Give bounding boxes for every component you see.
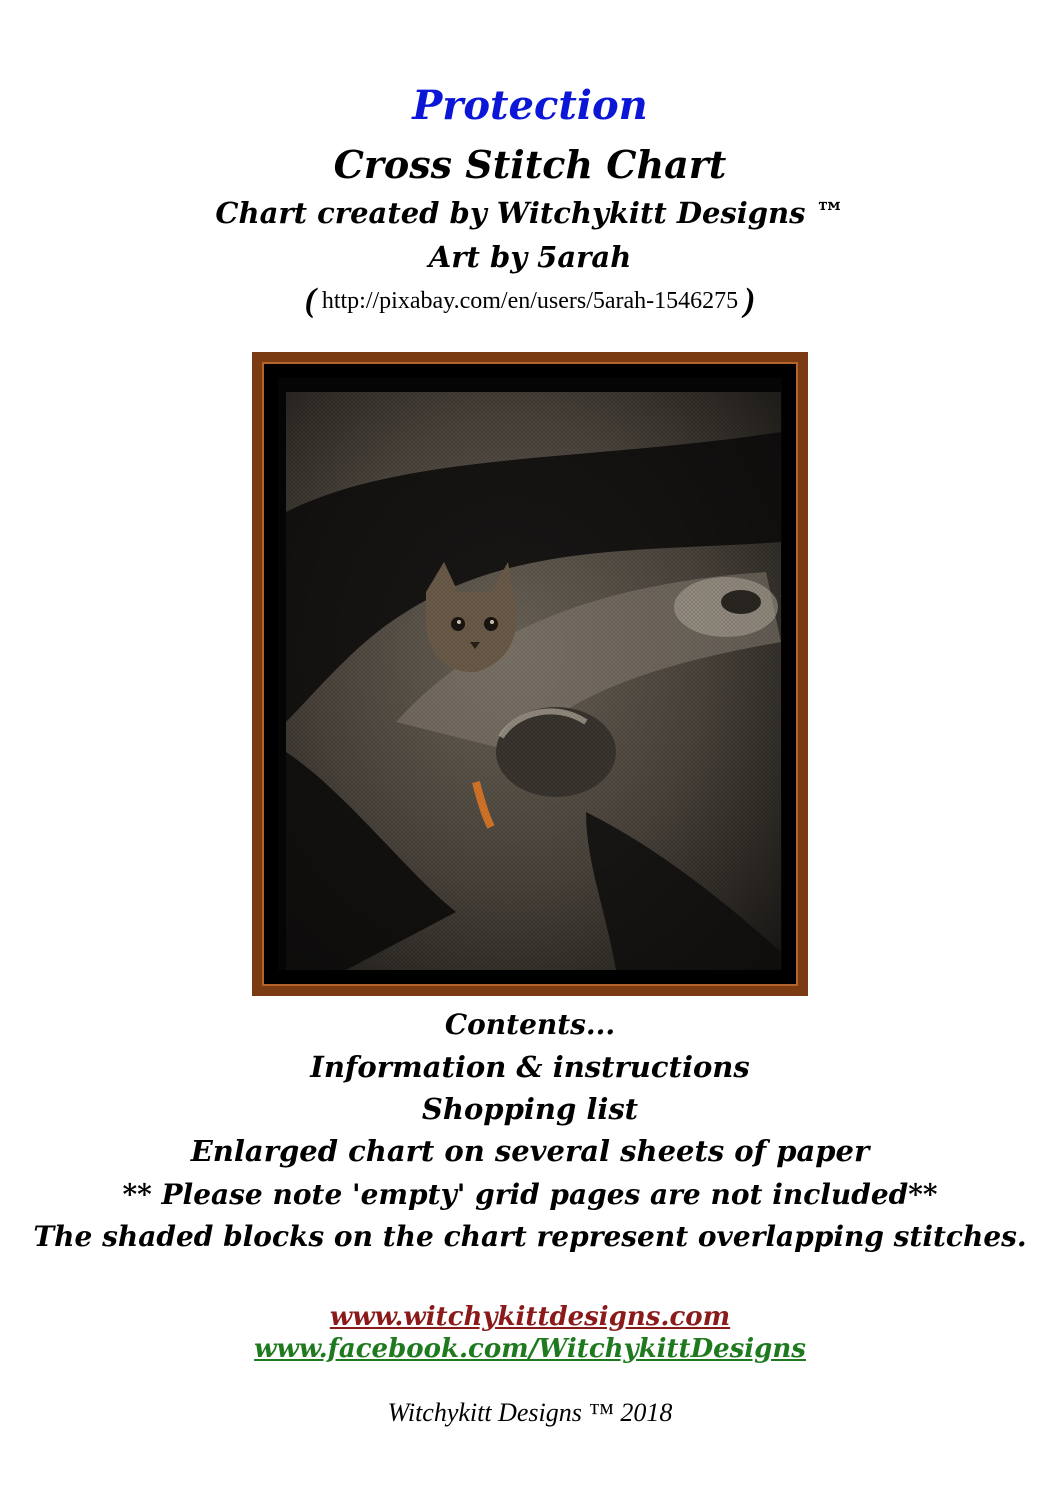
page-title: Protection: [412, 82, 648, 129]
contents-item: Information & instructions: [310, 1050, 750, 1084]
contents-item: ** Please note 'empty' grid pages are not included**: [122, 1178, 938, 1211]
contents-item: The shaded blocks on the chart represent overlapping stitches.: [33, 1220, 1027, 1253]
open-paren: (: [304, 282, 316, 319]
contents-item: Enlarged chart on several sheets of paper: [190, 1134, 870, 1168]
picture-frame: [252, 352, 808, 996]
source-credit: [0, 282, 1060, 320]
picture-mat: [278, 378, 782, 970]
contents-item: Shopping list: [421, 1092, 639, 1126]
cross-stitch-image: [286, 392, 781, 970]
contents-heading: Contents...: [444, 1008, 616, 1041]
art-credit: Art by 5arah: [428, 240, 632, 274]
source-url: http://pixabay.com/en/users/5arah-1546275: [321, 288, 739, 314]
close-paren: ): [744, 282, 756, 319]
website-link[interactable]: www.witchykittdesigns.com: [329, 1302, 731, 1332]
chart-subtitle: Cross Stitch Chart: [333, 142, 727, 187]
facebook-link[interactable]: www.facebook.com/WitchykittDesigns: [254, 1334, 806, 1364]
copyright-footer: Witchykitt Designs ™ 2018: [387, 1398, 673, 1427]
created-by-line: Chart created by Witchykitt Designs ™: [215, 196, 845, 230]
